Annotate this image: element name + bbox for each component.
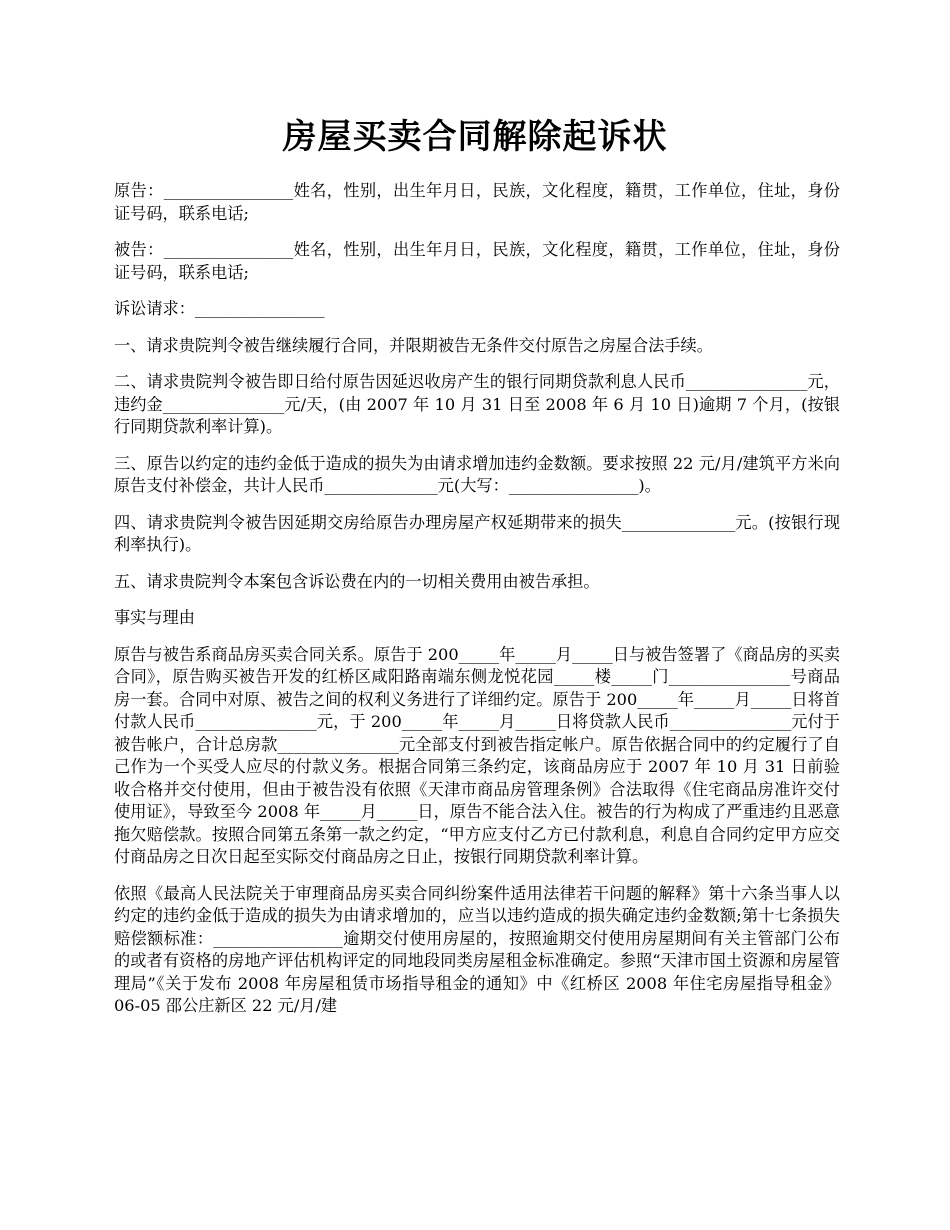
claims-heading: 诉讼请求：________________ [114,299,325,318]
document-body [114,180,840,1032]
plaintiff-paragraph: 原告：________________姓名，性别，出生年月日，民族，文化程度，籍贯，工作单位，住址，身份证号码，联系电话; [114,181,840,223]
claim-item-3: 三、原告以约定的违约金低于造成的损失为由请求增加违约金数额。要求按照 22 元/月/建筑平方米向原告支付补偿金，共计人民币______________元(大写：________________)。 [114,453,840,495]
defendant-paragraph: 被告：________________姓名，性别，出生年月日，民族，文化程度，籍贯，工作单位，住址，身份证号码，联系电话; [114,240,840,282]
claim-item-4: 四、请求贵院判令被告因延期交房给原告办理房屋产权延期带来的损失______________元。(按银行现利率执行)。 [114,512,840,554]
claim-item-1: 一、请求贵院判令被告继续履行合同，并限期被告无条件交付原告之房屋合法手续。 [114,335,713,355]
document-title: 房屋买卖合同解除起诉状 [282,117,668,157]
claim-item-2: 二、请求贵院判令被告即日给付原告因延迟收房产生的银行同期贷款利息人民币_______________元，违约金_______________元/天，(由 2007 年 10 月 31 日至 2008 年 6 月 10 日)逾期 7 个月，(按银行同期贷款利率计算)。 [114,372,840,436]
facts-paragraph: 原告与被告系商品房买卖合同关系。原告于 200_____年_____月_____日与被告签署了《商品房的买卖合同》，原告购买被告开发的红桥区咸阳路南端东侧龙悦花园_____楼_____门_______________号商品房一套。合同中对原、被告之间的权利义务进行了详细约定。原告于 200_____年_____月_____日将首付款人民币_______________元，于 200_____年_____月_____日将贷款人民币_______________元付于被告帐户，合计总房款_______________元全部支付到被告指定帐户。原告依据合同中的约定履行了自己作为一个买受人应尽的付款义务。根据合同第三条约定，该商品房应于 2007 年 10 月 31 日前验收合格并交付使用，但由于被告没有依照《天津市商品房管理条例》合法取得《住宅商品房准许交付使用证》，导致至今 2008 年_____月_____日，原告不能合法入住。被告的行为构成了严重违约且恶意拖欠赔偿款。按照合同第五条第一款之约定，“甲方应支付乙方已付款利息，利息自合同约定甲方应交付商品房之日次日起至实际交付商品房之日止，按银行同期贷款利率计算。 [114,644,840,866]
claim-item-5: 五、请求贵院判令本案包含诉讼费在内的一切相关费用由被告承担。 [114,571,600,591]
legal-basis-paragraph: 依照《最高人民法院关于审理商品房买卖合同纠纷案件适用法律若干问题的解释》第十六条当事人以约定的违约金低于造成的损失为由请求增加的，应当以违约造成的损失确定违约金数额;第十七条损失赔偿额标准：________________逾期交付使用房屋的，按照逾期交付使用房屋期间有关主管部门公布的或者有资格的房地产评估机构评定的同地段同类房屋租金标准确定。参照“天津市国土资源和房屋管理局”《关于发布 2008 年房屋租赁市场指导租金的通知》中《红桥区 2008 年住宅房屋指导租金》06-05 邵公庄新区 22 元/月/建 [114,883,840,1015]
facts-heading: 事实与理由 [114,608,195,627]
